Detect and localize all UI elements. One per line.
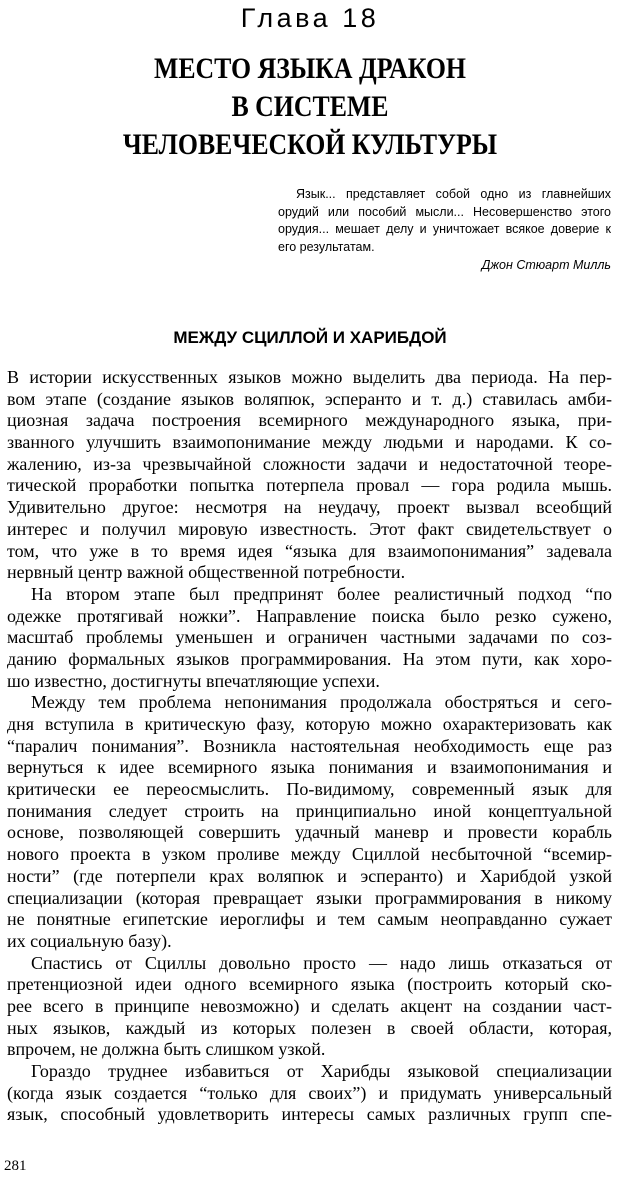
text-line: дня вступила в критическую фазу, которую можно охарактеризовать как [7,714,612,734]
text-line: “паралич понимания”. Возникла настоятельная необходимость еще раз [7,735,612,756]
text-line: Спастись от Сциллы довольно просто — надо лишь отказаться от [31,952,612,973]
text-line: язык, способный удовлетворить интересы самых различных групп спе- [7,1104,612,1125]
chapter-title-line: ЧЕЛОВЕЧЕСКОЙ КУЛЬТУРЫ [122,128,498,161]
text-line: одежке протягивай ножки”. Направление поиска было резко сужено, [7,605,612,626]
epigraph-text: Язык... представляет собой одно из главнейших орудий или пособий мысли... Несовершенство этого орудия... мешает делу и уничтожает всякое доверие к его результатам. [278,187,611,254]
text-line: На втором этапе был предпринят более реалистичный подход “по [31,583,612,604]
body-text [7,367,612,1126]
page-number: 281 [4,1158,27,1174]
chapter-title [43,50,576,164]
text-line: (когда язык создается “только для своих”) и придумать универсальный [7,1082,612,1103]
text-line: нового проекта в узком проливе между Сциллой несбыточной “всемир- [7,844,612,865]
text-line: не понятные египетские иероглифы и тем самым неоправданно сужает [7,909,612,930]
chapter-label: Глава 18 [240,3,380,33]
text-line: циозная задача построения всемирного международного языка, при- [7,410,612,431]
text-line: данию формальных языков программирования. На этом пути, как хоро- [7,648,612,669]
text-line: Между тем проблема непонимания продолжала обостряться и сего- [31,692,612,713]
text-line: специализации (которая превращает языки программирования в никому [7,887,612,908]
text-line: основе, позволяющей совершить удачный маневр и провести корабль [7,822,612,843]
epigraph [278,186,611,275]
text-line: впрочем, не должна быть слишком узкой. [7,1039,326,1060]
text-line: масштаб проблемы уменьшен и ограничен частными задачами по соз- [7,627,612,648]
text-line: ных языков, каждый из которых полезен в своей области, которая, [7,1017,612,1038]
text-line: Удивительно другое: несмотря на неудачу, проект вызвал всеобщий [7,497,612,518]
text-line: нервный центр важной общественной потребности. [7,562,406,583]
text-line: ности” (где потерпели крах воляпюк и эсперанто) и Харибдой узкой [7,865,612,886]
text-line: вернуться к идее всемирного языка понимания и взаимопонимания и [7,757,612,778]
text-line: рее всего в принципе невозможно) и сделать акцент на создании част- [7,995,612,1016]
text-line: интерес и получил мировую известность. Этот факт свидетельствует о [7,518,612,539]
text-line: их социальную базу). [7,930,172,951]
text-line: В истории искусственных языков можно выделить два периода. На пер- [7,367,612,387]
chapter-title-line: В СИСТЕМЕ [231,90,389,123]
text-line: тической проработки попытка потерпела провал — гора родила мышь. [7,475,612,496]
text-line: Гораздо труднее избавиться от Харибды языковой специализации [31,1061,612,1081]
text-line: том, что уже в то время идея “языка для взаимопонимания” задевала [7,540,612,561]
text-line: критически ее переосмыслить. По-видимому, современный язык для [7,779,612,800]
text-line: жалению, из-за чрезвычайной сложности задачи и недостаточной теоре- [7,453,612,474]
text-line: шо известно, достигнуты впечатляющие успехи. [7,670,380,691]
text-line: претенциозной идеи одного всемирного языка (построить который ско- [7,974,612,995]
section-heading: МЕЖДУ СЦИЛЛОЙ И ХАРИБДОЙ [173,328,447,347]
chapter-title-line: МЕСТО ЯЗЫКА ДРАКОН [153,52,466,85]
text-line: понимания следует строить на принципиально иной концептуальной [7,800,612,821]
text-line: вом этапе (создание языков воляпюк, эсперанто и т. д.) ставилась амби- [7,388,612,409]
text-line: званного улучшить взаимопонимание между людьми и народами. К со- [7,432,612,453]
epigraph-author: Джон Стюарт Милль [481,258,611,272]
